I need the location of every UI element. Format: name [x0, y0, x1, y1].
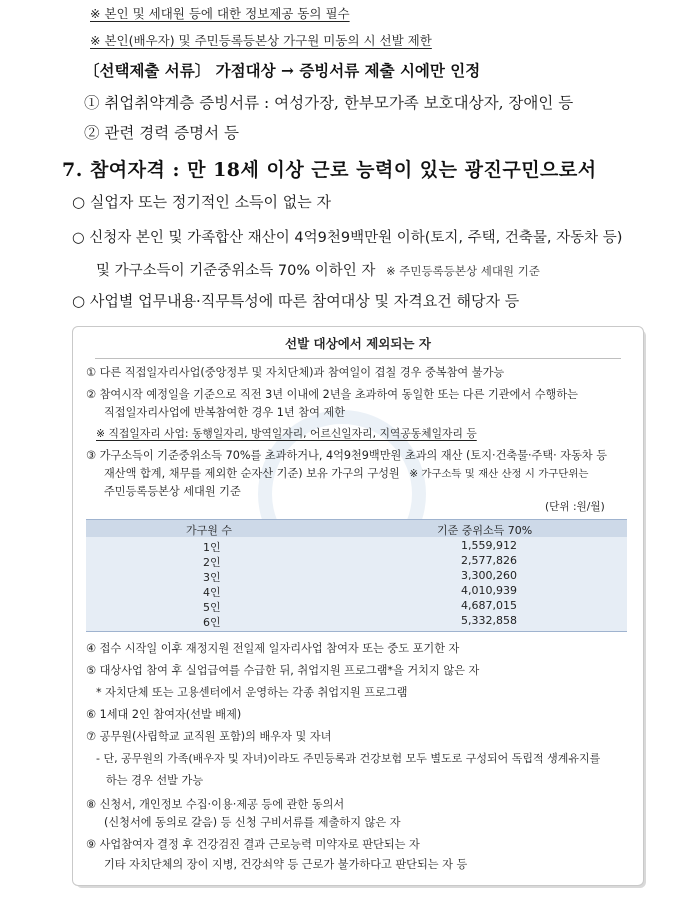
exclusion-item-9-line2: 기타 자치단체의 장이 지병, 건강쇠약 등 근로가 불가하다고 판단되는 자 등: [104, 858, 468, 871]
exclusion-box-divider: [95, 358, 621, 359]
income-table-header: [86, 519, 627, 538]
income-table-header-household: 가구원 수: [186, 524, 233, 537]
table-row-income: 2,577,826: [461, 554, 517, 567]
section-7-title: 7. 참여자격 : 만 18세 이상 근로 능력이 있는 광진구민으로서: [62, 159, 597, 181]
income-table-body: [86, 537, 627, 632]
exclusion-item-7-sub1: - 단, 공무원의 가족(배우자 및 자녀)이라도 주민등록과 건강보험 모두 별도로 구성되어 독립적 생계유지를: [96, 752, 601, 765]
table-row-income: 4,687,015: [461, 599, 517, 612]
direct-job-note: ※ 직접일자리 사업: 동행일자리, 방역일자리, 어르신일자리, 지역공동체일자리 등: [96, 427, 477, 440]
table-row-household: 2인: [203, 556, 221, 569]
optional-doc-item-1: ① 취업취약계층 증빙서류 : 여성가장, 한부모가족 보호대상자, 장애인 등: [84, 94, 574, 112]
exclusion-item-2-line2: 직접일자리사업에 반복참여한 경우 1년 참여 제한: [104, 406, 346, 419]
exclusion-item-5: ⑤ 대상사업 참여 후 실업급여를 수급한 뒤, 취업지원 프로그램*을 거치지 않은 자: [86, 664, 480, 677]
table-row-income: 5,332,858: [461, 614, 517, 627]
consent-required-note: ※ 본인 및 세대원 등에 대한 정보제공 동의 필수: [90, 6, 350, 21]
eligibility-bullet-2-text: 및 가구소득이 기준중위소득 70% 이하인 자: [96, 263, 376, 279]
exclusion-item-9-line1: ⑨ 사업참여자 결정 후 건강검진 결과 근로능력 미약자로 판단되는 자: [86, 838, 420, 851]
exclusion-item-7-sub2: 하는 경우 선발 가능: [106, 774, 204, 787]
household-unit-note: ※ 가구소득 및 재산 산정 시 가구단위는: [409, 468, 589, 480]
exclusion-item-4: ④ 접수 시작일 이후 재정지원 전일제 일자리사업 참여자 또는 중도 포기한 자: [86, 642, 460, 655]
exclusion-item-3-line3: 주민등록등본상 세대원 기준: [104, 485, 241, 498]
consent-restriction-note: ※ 본인(배우자) 및 주민등록등본상 가구원 미동의 시 선발 제한: [90, 33, 432, 48]
table-row-income: 3,300,260: [461, 569, 517, 582]
income-table-header-income: 기준 중위소득 70%: [437, 524, 533, 537]
exclusion-item-7: ⑦ 공무원(사립학교 교직원 포함)의 배우자 및 자녀: [86, 730, 332, 743]
exclusion-item-8-line2: (신청서에 동의로 갈음) 등 신청 구비서류를 제출하지 않은 자: [104, 816, 401, 829]
table-row-household: 4인: [203, 586, 221, 599]
exclusion-item-3-line2-wrap: [104, 465, 588, 481]
eligibility-bullet-3: ○ 사업별 업무내용·직무특성에 따른 참여대상 및 자격요건 해당자 등: [72, 292, 520, 310]
eligibility-bullet-2-cont: [96, 259, 540, 280]
table-row-income: 1,559,912: [461, 539, 517, 552]
table-unit-label: (단위 :원/월): [545, 501, 605, 513]
table-row-household: 3인: [203, 571, 221, 584]
exclusion-item-1: ① 다른 직접일자리사업(중앙정부 및 자치단체)과 참여일이 겹칠 경우 중복참여 불가능: [86, 366, 505, 379]
job-program-note: * 자치단체 또는 고용센터에서 운영하는 각종 취업지원 프로그램: [96, 686, 408, 699]
exclusion-item-3-line2: 재산액 합계, 채무를 제외한 순자산 기준) 보유 가구의 구성원: [104, 467, 400, 480]
optional-docs-label: 〔선택제출 서류〕: [84, 61, 211, 80]
exclusion-item-2-line1: ② 참여시작 예정일을 기준으로 직전 3년 이내에 2년을 초과하여 동일한 또는 다른 기관에서 수행하는: [86, 388, 578, 401]
table-row-household: 1인: [203, 541, 221, 554]
exclusion-item-3-line1: ③ 가구소득이 기준중위소득 70%를 초과하거나, 4억9천9백만원 초과의 재산 (토지·건축물·주택· 자동차 등: [86, 449, 608, 462]
eligibility-bullet-2: ○ 신청자 본인 및 가족합산 재산이 4억9천9백만원 이하(토지, 주택, 건축물, 자동차 등): [72, 230, 623, 246]
table-row-household: 6인: [203, 616, 221, 629]
table-row-income: 4,010,939: [461, 584, 517, 597]
table-row-household: 5인: [203, 601, 221, 614]
exclusion-item-8-line1: ⑧ 신청서, 개인정보 수집·이용·제공 등에 관한 동의서: [86, 798, 345, 811]
exclusion-item-6: ⑥ 1세대 2인 참여자(선발 배제): [86, 708, 242, 721]
optional-docs-heading: [84, 59, 480, 81]
eligibility-bullet-1: ○ 실업자 또는 정기적인 소득이 없는 자: [72, 193, 332, 211]
household-basis-note: ※ 주민등록등본상 세대원 기준: [386, 264, 540, 278]
optional-docs-desc: 가점대상 → 증빙서류 제출 시에만 인정: [215, 61, 481, 80]
exclusion-box-title: 선발 대상에서 제외되는 자: [285, 336, 431, 351]
optional-doc-item-2: ② 관련 경력 증명서 등: [84, 124, 239, 142]
